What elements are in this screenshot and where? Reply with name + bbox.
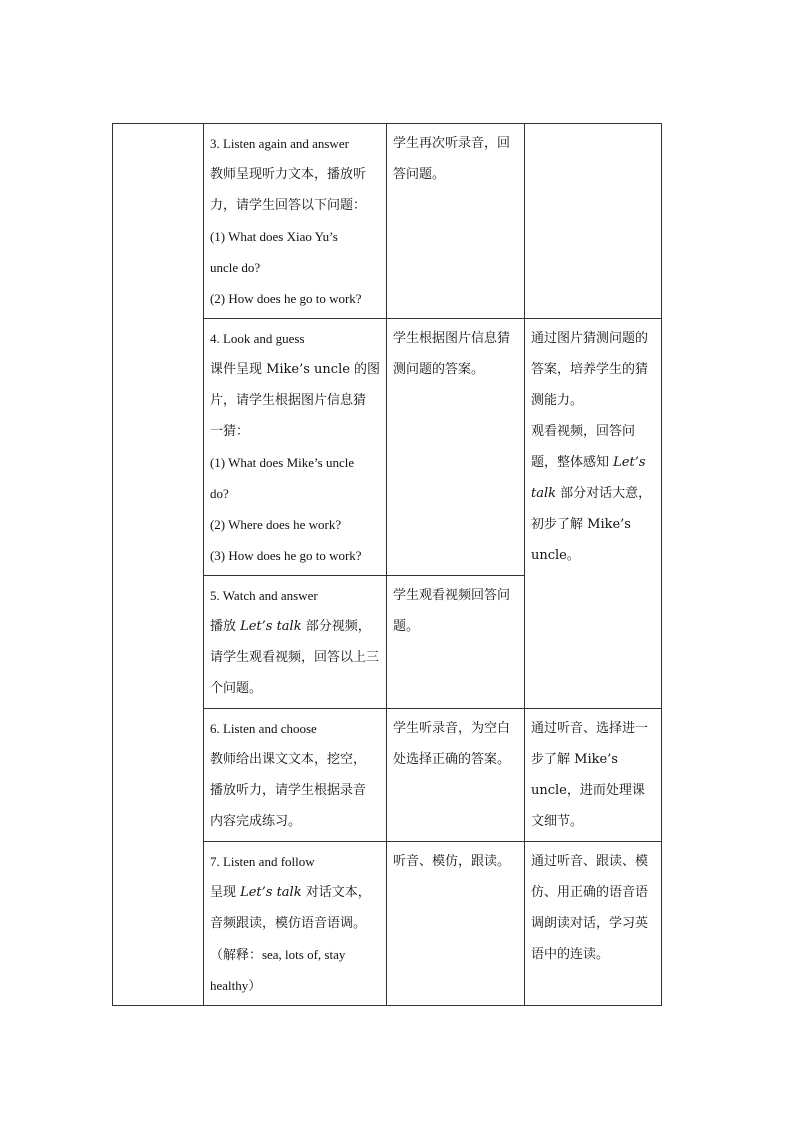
teacher-activity-cell: [203, 319, 386, 576]
teacher-activity-cell: [203, 576, 386, 709]
activity-text-part: 呈现: [209, 885, 236, 900]
activity-title: 6. Listen and choose: [209, 721, 317, 736]
emphasis-text: Let’s talk: [240, 619, 302, 634]
emphasis-text: Let’s talk: [240, 885, 302, 900]
activity-text: 片，请学生根据图片信息猜: [209, 393, 366, 408]
student-activity-cell: [386, 842, 524, 1006]
purpose-cell: [525, 709, 662, 842]
question-text: do?: [209, 486, 229, 501]
purpose-text: [531, 416, 656, 571]
student-activity-cell: [386, 709, 524, 842]
activity-title: 5. Watch and answer: [209, 588, 318, 603]
student-activity-text: 听音、模仿，跟读。: [392, 854, 510, 869]
question-text: uncle do?: [209, 260, 261, 275]
activity-text: 教师呈现听力文本，播放听: [209, 167, 366, 182]
purpose-text-part: 部分对话大意，初步了解 Mike’s uncle。: [531, 486, 652, 563]
activity-text: [210, 877, 381, 939]
teacher-activity-cell: [203, 709, 386, 842]
activity-text: 播放听力，请学生根据录音: [209, 783, 366, 798]
activity-text: 内容完成练习。: [209, 814, 301, 829]
teacher-activity-cell: [203, 124, 386, 319]
activity-text-part: 对话文本，音频跟读，模仿语音语调。: [209, 885, 371, 931]
purpose-cell: [525, 842, 662, 1006]
activity-text: 一猜：: [209, 424, 249, 439]
purpose-cell: [525, 319, 662, 709]
emphasis-text: Let’s talk: [531, 455, 646, 501]
purpose-text-part: 观看视频，回答问题，整体感知: [531, 424, 636, 470]
purpose-cell: [525, 124, 662, 319]
question-text: (2) How does he go to work?: [209, 291, 362, 306]
table-row: [113, 124, 662, 319]
student-activity-text: 学生根据图片信息猜测问题的答案。: [392, 331, 510, 377]
activity-note: （解释：sea, lots of, stay healthy）: [209, 947, 346, 993]
activity-title: 3. Listen again and answer: [209, 136, 349, 151]
activity-text-part: 部分视频，请学生观看视频，回答以上三个问题。: [209, 619, 379, 696]
question-text: (1) What does Mike’s uncle: [209, 455, 355, 470]
student-activity-text: 学生再次听录音，回答问题。: [392, 136, 510, 182]
student-activity-text: 学生观看视频回答问题。: [392, 588, 510, 634]
purpose-text: 通过图片猜测问题的答案，培养学生的猜测能力。: [531, 331, 649, 408]
question-text: (2) Where does he work?: [209, 517, 342, 532]
student-activity-text: 学生听录音，为空白处选择正确的答案。: [392, 721, 510, 767]
purpose-text: 通过听音、选择进一步了解 Mike’s uncle，进而处理课文细节。: [531, 721, 649, 829]
purpose-text: 通过听音、跟读、模仿、用正确的语音语调朗读对话，学习英语中的连读。: [531, 854, 649, 962]
activity-title: 7. Listen and follow: [209, 854, 315, 869]
question-text: (3) How does he go to work?: [209, 548, 362, 563]
activity-text: 课件呈现 Mike’s uncle 的图: [209, 362, 381, 377]
activity-title: 4. Look and guess: [209, 331, 305, 346]
activity-text: 教师给出课文文本，挖空，: [209, 752, 366, 767]
student-activity-cell: [386, 576, 524, 709]
question-text: (1) What does Xiao Yu’s: [209, 229, 338, 244]
teacher-activity-cell: [203, 842, 386, 1006]
student-activity-cell: [386, 319, 524, 576]
lesson-plan-table: [112, 123, 662, 1006]
activity-text-part: 播放: [209, 619, 236, 634]
activity-text: [210, 611, 381, 704]
activity-text: 力，请学生回答以下问题：: [209, 198, 366, 213]
student-activity-cell: [386, 124, 524, 319]
stage-cell: [113, 124, 204, 1006]
